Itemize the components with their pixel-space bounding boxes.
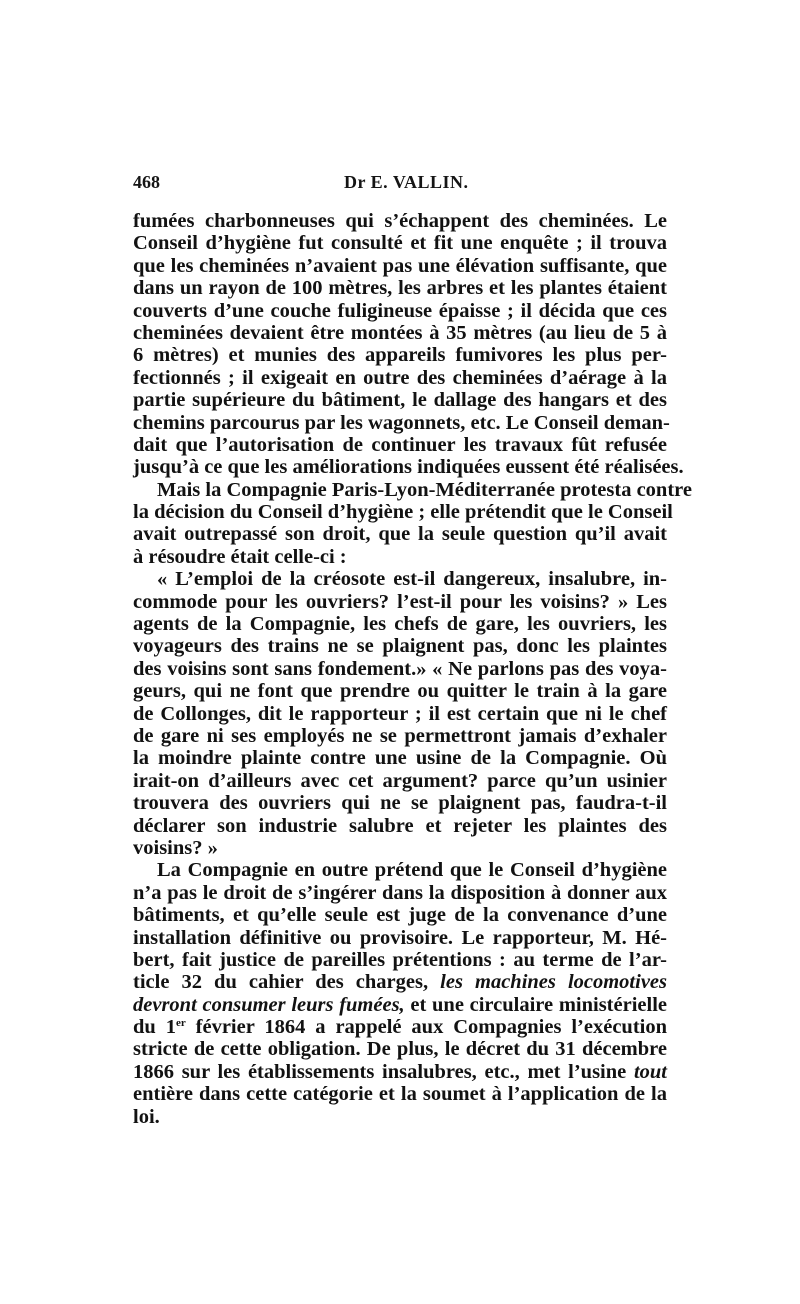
page-number: 468	[133, 172, 160, 192]
text-line: « L’emploi de la créosote est-il dangereux, insalubre, in-	[157, 568, 667, 591]
text-line: des voisins sont sans fondement.» « Ne parlons pas des voya-	[133, 657, 667, 680]
text-line: de Collonges, dit le rapporteur ; il est certain que ni le chef	[133, 702, 667, 725]
text-line: cheminées devaient être montées à 35 mètres (au lieu de 5 à	[133, 321, 667, 344]
page-header	[133, 172, 667, 200]
text-line: n’a pas le droit de s’ingérer dans la disposition à donner aux	[133, 881, 667, 904]
running-head	[344, 172, 469, 193]
text-line: avait outrepassé son droit, que la seule question qu’il avait	[133, 523, 667, 546]
text-line: trouvera des ouvriers qui ne se plaignent pas, faudra-t-il	[133, 792, 667, 815]
body-text	[133, 210, 692, 1128]
text-segment: février 1864 a rappelé aux Compagnies l’exécution	[195, 1016, 667, 1039]
text-segment: ticle 32 du cahier des charges,	[133, 971, 429, 994]
text-line: bert, fait justice de pareilles prétentions : au terme de l’ar-	[133, 948, 667, 971]
text-line: jusqu’à ce que les améliorations indiquées eussent été réalisées.	[133, 456, 684, 479]
text-line: dans un rayon de 100 mètres, les arbres et les plantes étaient	[133, 277, 667, 300]
text-line: fumées charbonneuses qui s’échappent des cheminées. Le	[133, 210, 667, 232]
text-line: entière dans cette catégorie et la soumet à l’application de la	[133, 1083, 667, 1106]
text-line: déclarer son industrie salubre et rejeter les plaintes des	[133, 814, 667, 837]
text-line: La Compagnie en outre prétend que le Conseil d’hygiène	[157, 859, 667, 882]
text-segment: et une circulaire ministérielle	[410, 993, 667, 1016]
text-line: stricte de cette obligation. De plus, le décret du 31 décembre	[133, 1038, 667, 1061]
text-line: loi.	[133, 1105, 160, 1128]
text-line: 6 mètres) et munies des appareils fumivores les plus per-	[133, 344, 667, 367]
text-line: fectionnés ; il exigeait en outre des cheminées d’aérage à la	[133, 366, 667, 389]
text-line: voisins? »	[133, 836, 218, 859]
text-line: que les cheminées n’avaient pas une élévation suffisante, que	[133, 254, 667, 277]
text-segment: 1866 sur les établissements insalubres, etc., met l’usine	[133, 1060, 627, 1083]
text-line: bâtiments, et qu’elle seule est juge de la convenance d’une	[133, 904, 667, 927]
text-line: voyageurs des trains ne se plaignent pas, donc les plaintes	[133, 635, 667, 658]
text-line: geurs, qui ne font que prendre ou quitter le train à la gare	[133, 680, 667, 703]
text-line: chemins parcourus par les wagonnets, etc. Le Conseil deman-	[133, 411, 670, 434]
text-line: installation définitive ou provisoire. Le rapporteur, M. Hé-	[133, 926, 667, 949]
italic-segment: tout	[633, 1060, 667, 1083]
superscript: er	[175, 1017, 186, 1030]
text-line: partie supérieure du bâtiment, le dallage des hangars et des	[133, 389, 667, 412]
text-line: dait que l’autorisation de continuer les travaux fût refusée	[133, 433, 667, 456]
text-line: de gare ni ses employés ne se permettront jamais d’exhaler	[133, 724, 667, 747]
italic-segment: les machines locomotives	[440, 971, 667, 994]
author-name: E. VALLIN.	[370, 172, 469, 192]
text-line: la moindre plainte contre une usine de la Compagnie. Où	[133, 747, 667, 770]
text-line: la décision du Conseil d’hygiène ; elle prétendit que le Conseil	[133, 501, 673, 524]
text-line: agents de la Compagnie, les chefs de gare, les ouvriers, les	[133, 613, 667, 636]
text-line-with-italic	[133, 971, 667, 993]
text-line-with-italic	[133, 994, 667, 1016]
text-line: couverts d’une couche fuligineuse épaisse ; il décida que ces	[133, 299, 667, 322]
text-line: commode pour les ouvriers? l’est-il pour les voisins? » Les	[133, 590, 667, 613]
text-line: irait-on d’ailleurs avec cet argument? parce qu’un usinier	[133, 769, 667, 792]
text-line-with-superscript	[133, 1016, 667, 1038]
italic-segment: devront consumer leurs fumées,	[133, 993, 405, 1016]
text-segment: du 1	[133, 1016, 176, 1039]
text-line: Mais la Compagnie Paris-Lyon-Méditerranée protesta contre	[157, 478, 692, 501]
text-line: Conseil d’hygiène fut consulté et fit une enquête ; il trouva	[133, 232, 667, 255]
author-prefix: Dr	[344, 172, 366, 192]
text-line-with-italic	[133, 1061, 667, 1083]
text-line: à résoudre était celle-ci :	[133, 545, 347, 568]
